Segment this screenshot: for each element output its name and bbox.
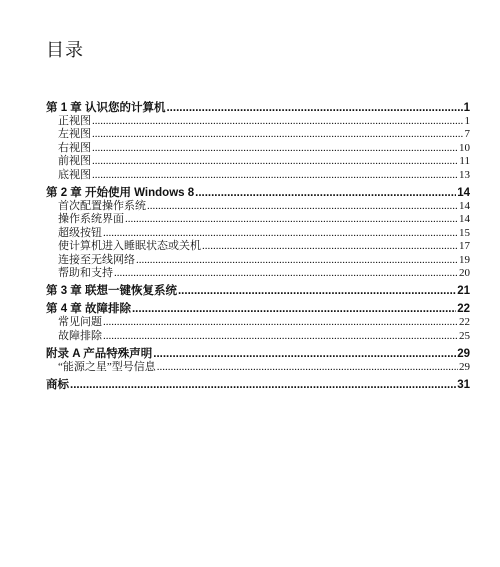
toc-section-label: 帮助和支持 [58,266,113,279]
toc-page-number: 17 [459,240,470,253]
toc-section[interactable] [46,115,470,128]
toc-chapter-2[interactable] [46,186,470,200]
toc-chapter-3[interactable] [46,284,470,298]
toc-section[interactable] [46,155,470,168]
toc-page-number: 21 [457,285,470,298]
dot-leader [70,378,456,392]
dot-leader [132,302,456,316]
toc-section[interactable] [46,142,470,155]
toc-section-label: “能源之星”型号信息 [58,361,156,374]
toc-section[interactable] [46,128,470,141]
toc-page-number: 22 [457,303,470,316]
dot-leader [125,213,458,226]
toc-page-number: 14 [459,213,470,226]
toc-section-label: 右视图 [58,141,91,154]
toc-page-number: 15 [459,226,470,239]
toc-section[interactable] [46,169,470,182]
toc-section[interactable] [46,361,470,374]
toc-section-label: 左视图 [58,128,91,141]
toc-page-number: 25 [459,329,470,342]
dot-leader [103,330,458,343]
page-title: 目录 [46,40,84,61]
toc-section[interactable] [46,227,470,240]
dot-leader [153,347,456,361]
toc-section-label: 正视图 [58,115,91,127]
dot-leader [166,101,462,115]
toc-chapter-4[interactable] [46,302,470,316]
dot-leader [103,227,458,240]
table-of-contents [46,101,470,392]
toc-section[interactable] [46,330,470,343]
toc-page-number: 19 [459,253,470,266]
toc-page-number: 29 [459,361,470,374]
toc-page-number: 14 [457,186,470,199]
dot-leader [147,200,458,213]
toc-page-number: 1 [463,102,470,114]
toc-section[interactable] [46,254,470,267]
toc-page-number: 13 [459,168,470,181]
toc-page-number: 7 [464,128,470,141]
toc-section[interactable] [46,240,470,253]
toc-chapter-label: 第 2 章 开始使用 Windows 8 [46,186,195,199]
toc-page-number: 29 [457,348,470,361]
dot-leader [92,115,464,128]
toc-section-label: 故障排除 [58,329,102,342]
toc-section-label: 首次配置操作系统 [58,199,146,212]
dot-leader [178,284,456,298]
toc-chapter-label: 第 1 章 认识您的计算机 [46,102,166,114]
toc-page-number: 31 [457,379,470,392]
toc-appendix-a[interactable] [46,347,470,361]
toc-trademarks[interactable] [46,378,470,392]
toc-section-label: 底视图 [58,168,91,181]
toc-chapter-label: 商标 [46,379,69,392]
toc-section[interactable] [46,267,470,280]
toc-page-number: 1 [464,115,470,127]
toc-section[interactable] [46,316,470,329]
toc-page-number: 20 [459,266,470,279]
dot-leader [157,361,458,374]
toc-page-number: 14 [459,199,470,212]
toc-section-label: 前视图 [58,155,91,168]
toc-chapter-label: 第 4 章 故障排除 [46,303,131,316]
toc-page-number: 10 [459,141,470,154]
toc-chapter-label: 附录 A 产品特殊声明 [46,348,153,361]
dot-leader [202,240,458,253]
dot-leader [195,186,456,200]
toc-chapter-label: 第 3 章 联想一键恢复系统 [46,285,177,298]
dot-leader [136,254,458,267]
toc-page-number: 11 [459,155,470,168]
dot-leader [92,155,458,168]
toc-section[interactable] [46,200,470,213]
toc-section[interactable] [46,213,470,226]
dot-leader [103,316,458,329]
toc-section-label: 常见问题 [58,316,102,329]
toc-section-label: 操作系统界面 [58,213,124,226]
toc-page-number: 22 [459,316,470,329]
dot-leader [92,169,458,182]
dot-leader [92,142,458,155]
dot-leader [114,267,458,280]
dot-leader [92,128,464,141]
toc-chapter-1[interactable] [46,101,470,115]
toc-section-label: 连接至无线网络 [58,253,135,266]
toc-section-label: 超级按钮 [58,226,102,239]
toc-section-label: 使计算机进入睡眠状态或关机 [58,240,201,253]
